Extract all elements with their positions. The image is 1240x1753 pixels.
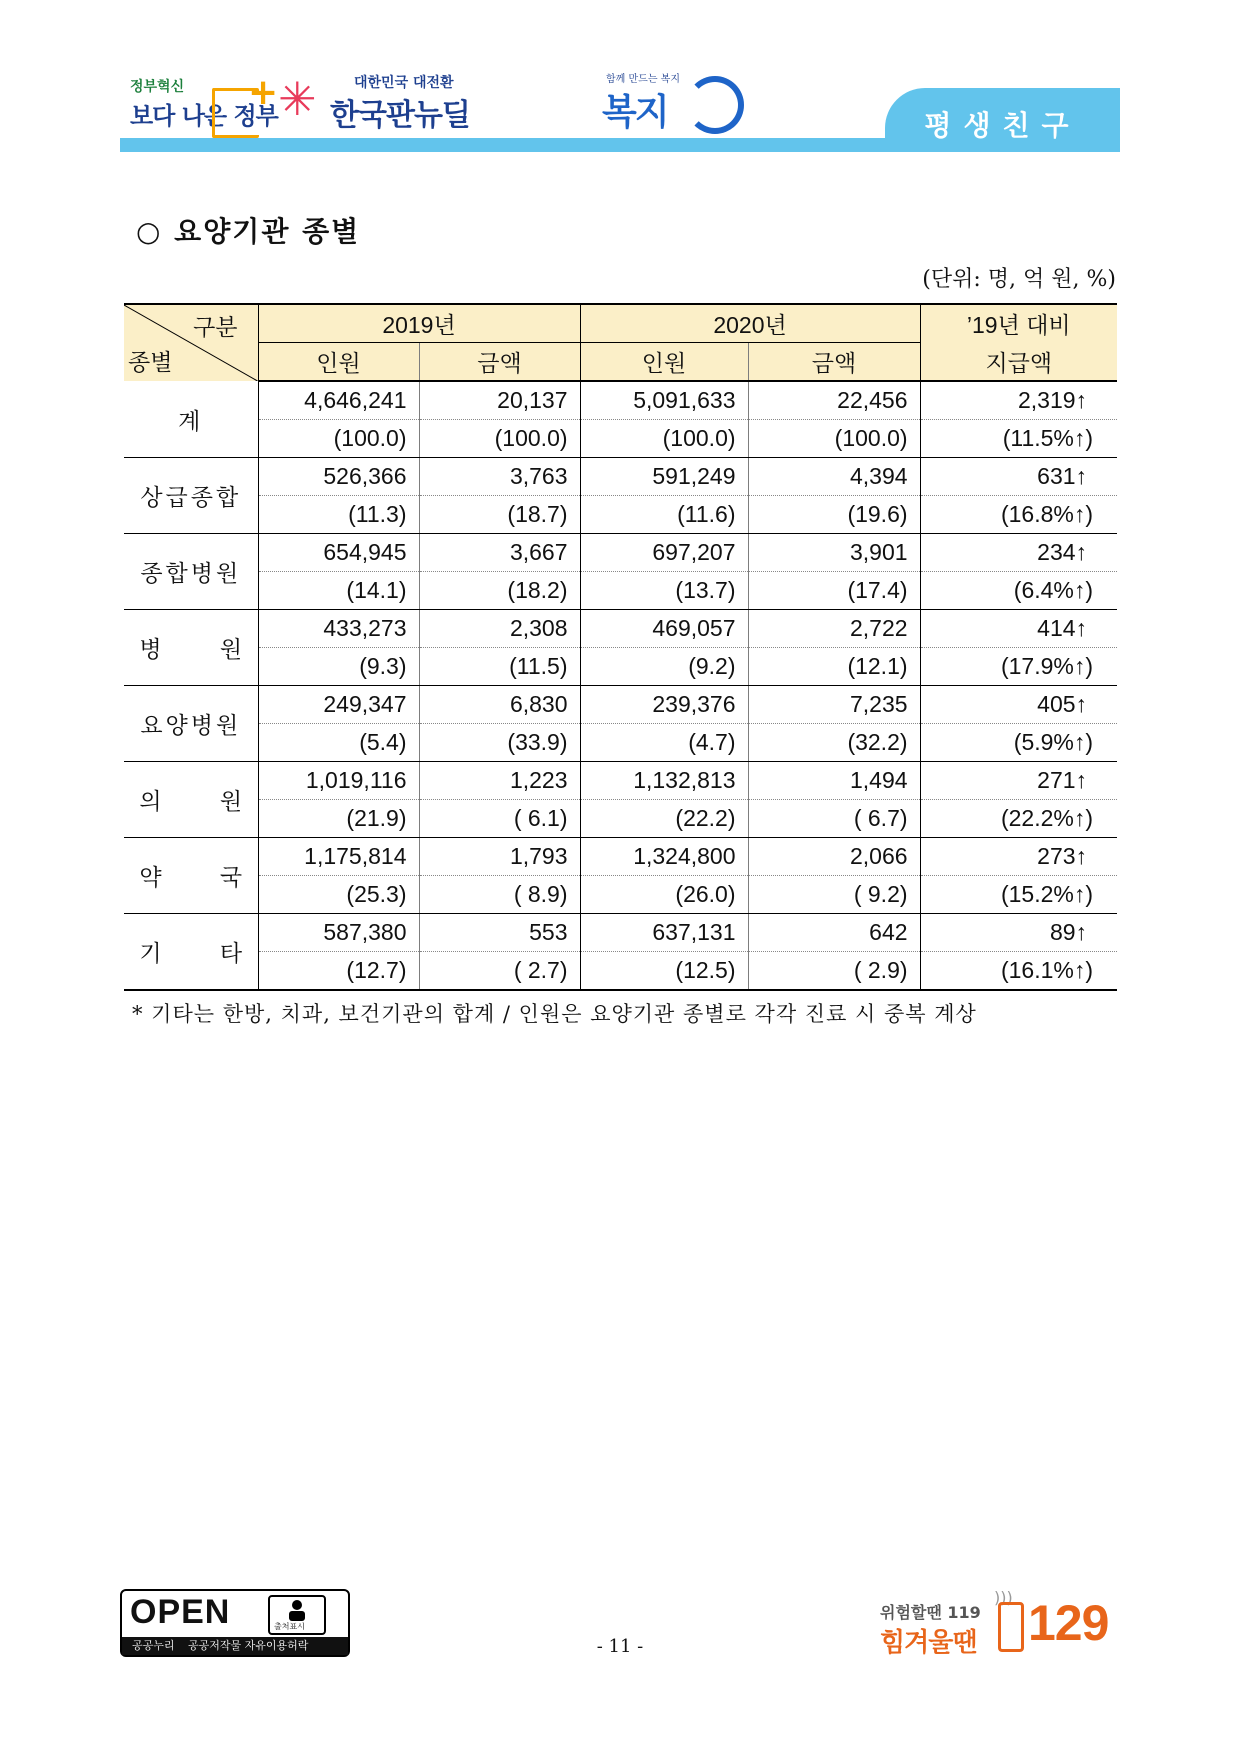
cell-people-2019-percent: (21.9) — [258, 800, 419, 838]
table-row-group — [124, 381, 1117, 458]
cell-people-2020: 239,376 — [580, 686, 748, 724]
open-word: OPEN — [130, 1593, 231, 1631]
table-row-percent — [124, 572, 1117, 610]
table-row-percent — [124, 952, 1117, 991]
row-category-label: 의 원 — [124, 762, 258, 838]
table-row-value — [124, 914, 1117, 952]
open-bar — [122, 1637, 348, 1655]
table-row-value — [124, 610, 1117, 648]
plus-icon: + — [248, 72, 279, 113]
cell-amount-2019: 2,308 — [419, 610, 580, 648]
row-category-label: 병 원 — [124, 610, 258, 686]
cell-amount-2020: 4,394 — [748, 458, 920, 496]
corner-header — [124, 304, 258, 381]
logo2-big-text: 한국판뉴딜 — [330, 98, 470, 133]
logo1-big-text: 보다 나은 정부 — [130, 102, 278, 130]
cell-amount-2019-percent: ( 8.9) — [419, 876, 580, 914]
cell-people-2019: 526,366 — [258, 458, 419, 496]
cell-people-2019: 249,347 — [258, 686, 419, 724]
cell-people-2019-percent: (5.4) — [258, 724, 419, 762]
cell-people-2020-percent: (12.5) — [580, 952, 748, 991]
cell-people-2019: 1,175,814 — [258, 838, 419, 876]
cell-people-2020: 591,249 — [580, 458, 748, 496]
table-row-group — [124, 610, 1117, 686]
cell-amount-2020-percent: ( 9.2) — [748, 876, 920, 914]
table-row-group — [124, 838, 1117, 914]
cell-people-2020-percent: (26.0) — [580, 876, 748, 914]
cell-amount-2019-percent: (11.5) — [419, 648, 580, 686]
cell-amount-2020: 1,494 — [748, 762, 920, 800]
institution-type-table — [124, 303, 1117, 991]
cell-amount-2020-percent: (19.6) — [748, 496, 920, 534]
table-row-value — [124, 458, 1117, 496]
cell-amount-2019: 6,830 — [419, 686, 580, 724]
cell-amount-2020-percent: (17.4) — [748, 572, 920, 610]
table-row-value — [124, 534, 1117, 572]
cell-people-2020-percent: (100.0) — [580, 420, 748, 458]
hotline-big-text: 힘겨울땐 — [880, 1628, 977, 1658]
logo2-small-text: 대한민국 대전환 — [354, 75, 454, 91]
row-category-label: 요양병원 — [124, 686, 258, 762]
table-row-value — [124, 762, 1117, 800]
row-category-label: 계 — [124, 381, 258, 458]
table-row-value — [124, 838, 1117, 876]
logo1-small-text: 정부혁신 — [130, 79, 185, 95]
cell-people-2020: 1,324,800 — [580, 838, 748, 876]
ring-icon — [686, 76, 744, 134]
table-row-group — [124, 914, 1117, 991]
cell-people-2019: 4,646,241 — [258, 381, 419, 420]
table-row-percent — [124, 420, 1117, 458]
cell-people-2019-percent: (12.7) — [258, 952, 419, 991]
cell-diff: 271↑ — [920, 762, 1117, 800]
cell-amount-2019-percent: (18.7) — [419, 496, 580, 534]
table-row-percent — [124, 800, 1117, 838]
table-row-value — [124, 686, 1117, 724]
table-row-percent — [124, 724, 1117, 762]
phone-icon — [998, 1602, 1024, 1652]
cell-amount-2020: 642 — [748, 914, 920, 952]
cell-people-2020: 469,057 — [580, 610, 748, 648]
government-innovation-logo — [130, 72, 279, 131]
cell-amount-2019: 553 — [419, 914, 580, 952]
cell-diff: 414↑ — [920, 610, 1117, 648]
cell-amount-2020-percent: (12.1) — [748, 648, 920, 686]
attribution-box — [268, 1595, 326, 1635]
cell-amount-2020-percent: ( 6.7) — [748, 800, 920, 838]
cell-diff-percent: (6.4%↑) — [920, 572, 1117, 610]
row-category-label: 상급종합 — [124, 458, 258, 534]
cell-people-2019: 587,380 — [258, 914, 419, 952]
cell-amount-2019-percent: (100.0) — [419, 420, 580, 458]
row-category-label: 약 국 — [124, 838, 258, 914]
logo3-big-text: 복지 — [602, 92, 668, 133]
cell-amount-2019: 1,223 — [419, 762, 580, 800]
cell-amount-2019: 1,793 — [419, 838, 580, 876]
cell-people-2020: 1,132,813 — [580, 762, 748, 800]
cell-amount-2019: 3,763 — [419, 458, 580, 496]
diff-header-line2: 지급액 — [920, 343, 1117, 382]
cell-diff: 405↑ — [920, 686, 1117, 724]
cell-amount-2020-percent: (100.0) — [748, 420, 920, 458]
attribution-label: 출처표시 — [274, 1622, 305, 1631]
person-icon — [286, 1599, 308, 1621]
cell-people-2019: 433,273 — [258, 610, 419, 648]
row-category-label: 종합병원 — [124, 534, 258, 610]
cell-amount-2020: 7,235 — [748, 686, 920, 724]
cell-people-2020: 5,091,633 — [580, 381, 748, 420]
sub-header-amount-2020: 금액 — [748, 343, 920, 382]
cell-diff-percent: (11.5%↑) — [920, 420, 1117, 458]
corner-bottom-label: 종별 — [128, 349, 173, 375]
cell-people-2020-percent: (11.6) — [580, 496, 748, 534]
header-tab-label: 평생친구 — [924, 109, 1081, 142]
cell-people-2020: 697,207 — [580, 534, 748, 572]
cell-diff: 234↑ — [920, 534, 1117, 572]
cell-amount-2019-percent: (18.2) — [419, 572, 580, 610]
cell-diff-percent: (16.8%↑) — [920, 496, 1117, 534]
table-row-group — [124, 686, 1117, 762]
year-2020-header: 2020년 — [580, 304, 920, 343]
cell-amount-2020: 22,456 — [748, 381, 920, 420]
cell-diff-percent: (17.9%↑) — [920, 648, 1117, 686]
hotline-number: 129 — [1028, 1595, 1109, 1651]
row-category-label: 기 타 — [124, 914, 258, 991]
diff-header-line1: ’19년 대비 — [920, 304, 1117, 343]
cell-people-2019-percent: (25.3) — [258, 876, 419, 914]
cell-amount-2019-percent: (33.9) — [419, 724, 580, 762]
logo3-small-text: 함께 만드는 복지 — [606, 74, 680, 85]
corner-top-label: 구분 — [193, 314, 238, 340]
table-row-group — [124, 458, 1117, 534]
table-row-group — [124, 762, 1117, 838]
hotline-small-text: 위험할땐 119 — [880, 1603, 981, 1622]
open-bar-left: 공공누리 — [132, 1639, 175, 1652]
table-row-percent — [124, 496, 1117, 534]
footnote: * 기타는 한방, 치과, 보건기관의 합계 / 인원은 요양기관 종별로 각각 진료 시 중복 계상 — [132, 1002, 977, 1026]
page-number: - 11 - — [596, 1636, 644, 1657]
kogl-open-badge — [120, 1589, 350, 1657]
page-header — [120, 60, 1120, 156]
cell-people-2020-percent: (4.7) — [580, 724, 748, 762]
starburst-icon: ✳ — [278, 72, 317, 126]
sub-header-people-2020: 인원 — [580, 343, 748, 382]
cell-amount-2020-percent: ( 2.9) — [748, 952, 920, 991]
cell-diff: 2,319↑ — [920, 381, 1117, 420]
cell-people-2020: 637,131 — [580, 914, 748, 952]
cell-people-2019: 654,945 — [258, 534, 419, 572]
cell-amount-2019: 3,667 — [419, 534, 580, 572]
cell-diff: 631↑ — [920, 458, 1117, 496]
section-title: ○ 요양기관 종별 — [136, 215, 361, 248]
cell-people-2019: 1,019,116 — [258, 762, 419, 800]
cell-amount-2019-percent: ( 6.1) — [419, 800, 580, 838]
sub-header-people-2019: 인원 — [258, 343, 419, 382]
cell-people-2019-percent: (100.0) — [258, 420, 419, 458]
table-row-group — [124, 534, 1117, 610]
cell-diff-percent: (15.2%↑) — [920, 876, 1117, 914]
cell-amount-2020-percent: (32.2) — [748, 724, 920, 762]
table-row-value — [124, 381, 1117, 420]
cell-diff-percent: (16.1%↑) — [920, 952, 1117, 991]
table-row-percent — [124, 876, 1117, 914]
table-row-percent — [124, 648, 1117, 686]
cell-people-2020-percent: (22.2) — [580, 800, 748, 838]
signal-waves-icon: ))) — [994, 1588, 1013, 1607]
cell-amount-2020: 2,722 — [748, 610, 920, 648]
cell-amount-2020: 3,901 — [748, 534, 920, 572]
open-bar-right: 공공저작물 자유이용허락 — [188, 1639, 309, 1652]
cell-people-2020-percent: (9.2) — [580, 648, 748, 686]
unit-label: (단위: 명, 억 원, %) — [922, 267, 1116, 292]
cell-diff-percent: (5.9%↑) — [920, 724, 1117, 762]
cell-amount-2020: 2,066 — [748, 838, 920, 876]
cell-people-2019-percent: (11.3) — [258, 496, 419, 534]
year-2019-header: 2019년 — [258, 304, 580, 343]
header-tab — [885, 88, 1120, 152]
cell-people-2020-percent: (13.7) — [580, 572, 748, 610]
cell-amount-2019-percent: ( 2.7) — [419, 952, 580, 991]
cell-diff-percent: (22.2%↑) — [920, 800, 1117, 838]
cell-people-2019-percent: (14.1) — [258, 572, 419, 610]
sub-header-amount-2019: 금액 — [419, 343, 580, 382]
cell-people-2019-percent: (9.3) — [258, 648, 419, 686]
cell-amount-2019: 20,137 — [419, 381, 580, 420]
cell-diff: 89↑ — [920, 914, 1117, 952]
cell-diff: 273↑ — [920, 838, 1117, 876]
hotline-129-logo — [880, 1588, 1120, 1668]
